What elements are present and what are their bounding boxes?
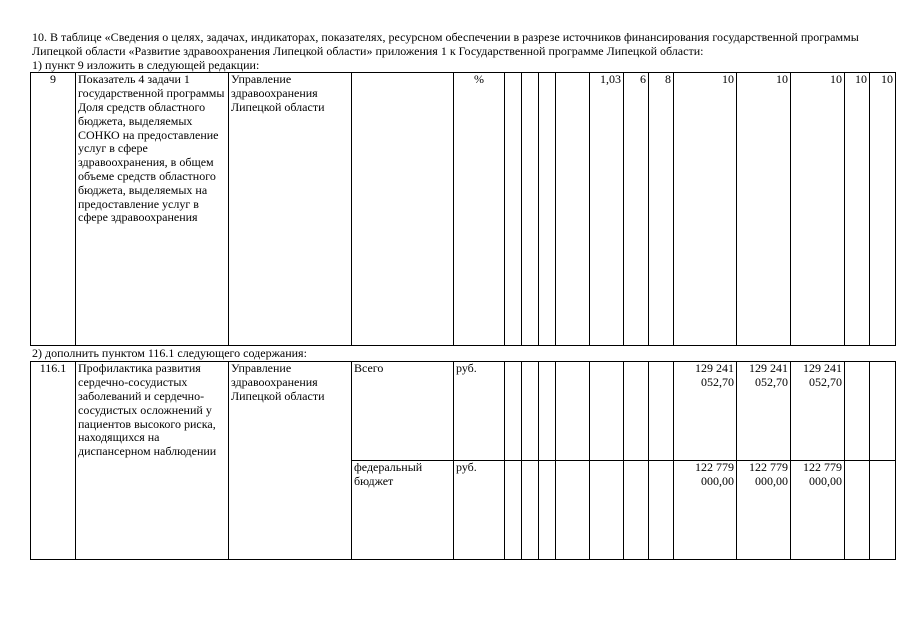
year-amount: 122 779 000,00 bbox=[737, 461, 791, 560]
empty-cell bbox=[590, 362, 624, 461]
value-cell: 10 bbox=[737, 73, 791, 346]
empty-cell bbox=[505, 362, 522, 461]
unit: руб. bbox=[454, 461, 505, 560]
empty-cell bbox=[505, 461, 522, 560]
value-cell: 10 bbox=[870, 73, 896, 346]
total-amount: 122 779 000,00 bbox=[674, 461, 737, 560]
value-cell: 8 bbox=[649, 73, 674, 346]
empty-cell bbox=[522, 73, 539, 346]
empty-cell bbox=[556, 362, 590, 461]
empty-cell bbox=[870, 461, 896, 560]
document-page bbox=[30, 30, 893, 560]
empty-cell bbox=[845, 362, 870, 461]
empty-cell bbox=[590, 461, 624, 560]
empty-cell bbox=[505, 73, 522, 346]
empty-cell bbox=[649, 362, 674, 461]
funding-source: федеральный бюджет bbox=[352, 461, 454, 560]
row-number: 116.1 bbox=[31, 362, 76, 560]
empty-cell bbox=[624, 362, 649, 461]
empty-cell bbox=[539, 73, 556, 346]
unit: руб. bbox=[454, 362, 505, 461]
paragraph-number: 10 bbox=[32, 30, 44, 44]
year-amount: 129 241 052,70 bbox=[791, 362, 845, 461]
empty-cell bbox=[624, 461, 649, 560]
value-cell: 10 bbox=[791, 73, 845, 346]
measure-name: Профилактика развития сердечно-сосудистых заболеваний и сердечно-сосудистых осложнений у пациентов высокого риска, находящихся на диспансерном наблюдении bbox=[76, 362, 229, 560]
row-number: 9 bbox=[31, 73, 76, 346]
empty-cell bbox=[845, 461, 870, 560]
total-amount: 129 241 052,70 bbox=[674, 362, 737, 461]
subitem-2: 2) дополнить пунктом 116.1 следующего содержания: bbox=[32, 346, 307, 361]
value-cell: 10 bbox=[674, 73, 737, 346]
empty-cell bbox=[556, 73, 590, 346]
empty-cell bbox=[556, 461, 590, 560]
indicator-name: Показатель 4 задачи 1 государственной программы Доля средств областного бюджета, выделяемых СОНКО на предоставление услуг в сфере здравоохранения, в общем объеме средств областного бюджета, выделяемых на предоставление услуг в сфере здравоохранения bbox=[76, 73, 229, 346]
funding-source bbox=[352, 73, 454, 346]
table-row-116-1 bbox=[30, 361, 896, 560]
empty-cell bbox=[649, 461, 674, 560]
empty-cell bbox=[870, 362, 896, 461]
year-amount: 129 241 052,70 bbox=[737, 362, 791, 461]
unit: % bbox=[454, 73, 505, 346]
year-amount: 122 779 000,00 bbox=[791, 461, 845, 560]
paragraph-text: . В таблице «Сведения о целях, задачах, индикаторах, показателях, ресурсном обеспечении в разрезе источников финансирования государственной программы Липецкой области «Развитие здравоохранения Липецкой области» приложения 1 к Государственной программе Липецкой области: bbox=[32, 30, 859, 58]
subitem-1: 1) пункт 9 изложить в следующей редакции: bbox=[32, 57, 260, 72]
empty-cell bbox=[522, 461, 539, 560]
funding-source: Всего bbox=[352, 362, 454, 461]
value-cell: 10 bbox=[845, 73, 870, 346]
empty-cell bbox=[539, 461, 556, 560]
responsible-body: Управление здравоохранения Липецкой области bbox=[229, 73, 352, 346]
empty-cell bbox=[539, 362, 556, 461]
empty-cell bbox=[522, 362, 539, 461]
amendment-paragraph bbox=[30, 31, 875, 59]
responsible-body: Управление здравоохранения Липецкой области bbox=[229, 362, 352, 560]
value-cell: 6 bbox=[624, 73, 649, 346]
table-row-9 bbox=[30, 72, 896, 346]
value-cell: 1,03 bbox=[590, 73, 624, 346]
